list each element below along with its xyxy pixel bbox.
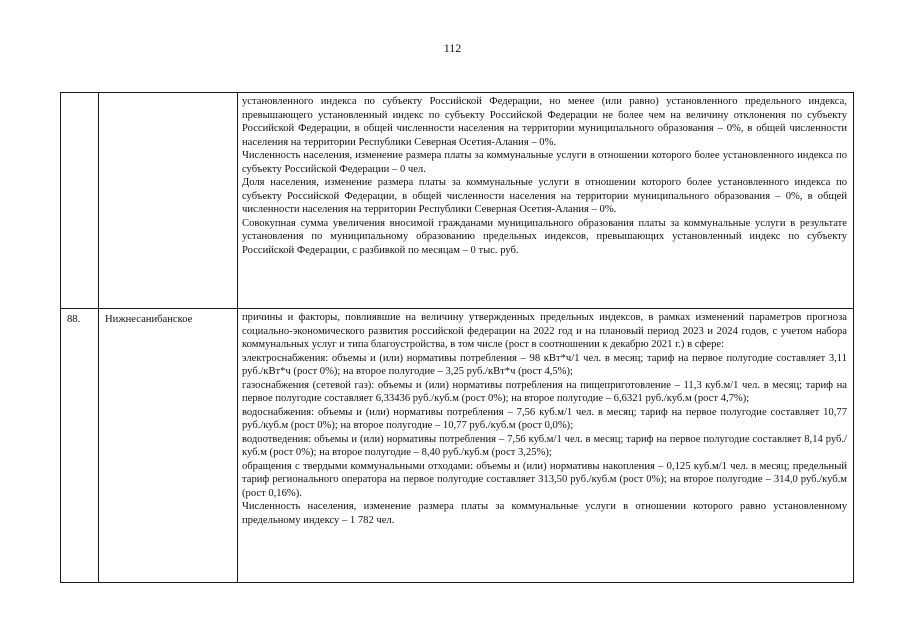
row-number-cell [61, 93, 99, 309]
paragraph: водоотведения: объемы и (или) нормативы потребления – 7,56 куб.м/1 чел. в месяц; тариф на первое полугодие составляет 8,14 руб./куб.м (рост 0%); на второе полугодие – 8,40 руб./куб.м (рост 3,25%); [242, 433, 847, 458]
municipality-name-cell: Нижнесанибанское [99, 309, 238, 583]
paragraph: Численность населения, изменение размера платы за коммунальные услуги в отношении которого равно установленному предельному индексу – 1 782 чел. [242, 501, 847, 526]
paragraph: Совокупная сумма увеличения вносимой гражданами муниципального образования платы за коммунальные услуги в результате установления по муниципальному образованию предельных индексов, превышающих установленный индекс по субъекту Российской Федерации, с разбивкой по месяцам – 0 тыс. руб. [242, 217, 847, 256]
paragraph: газоснабжения (сетевой газ): объемы и (или) нормативы потребления на пищеприготовление – 11,3 куб.м/1 чел. в месяц; тариф на первое полугодие составляет 6,33436 руб./куб.м (рост 0%); на второе полугодие – 6,6321 руб./куб.м (рост 4,7%); [242, 379, 847, 404]
paragraph: электроснабжения: объемы и (или) нормативы потребления – 98 кВт*ч/1 чел. в месяц; тариф на первое полугодие составляет 3,11 руб./кВт*ч (рост 0%); на второе полугодие – 3,25 руб./кВт*ч (рост 4,5%); [242, 352, 847, 377]
row-number-cell: 88. [61, 309, 99, 583]
table-row [61, 93, 854, 309]
description-cell [238, 309, 854, 583]
paragraph: обращения с твердыми коммунальными отходами: объемы и (или) нормативы накопления – 0,125 куб.м/1 чел. в месяц; предельный тариф регионального оператора на первое полугодие составляет 313,50 руб./куб.м (рост 0%); на второе полугодие – 314,0 руб./куб.м (рост 0,16%). [242, 460, 847, 499]
page-number: 112 [443, 41, 462, 55]
paragraph: водоснабжения: объемы и (или) нормативы потребления – 7,56 куб.м/1 чел. в месяц; тариф на первое полугодие составляет 10,77 руб./куб.м (рост 0%); на второе полугодие – 10,77 руб./куб.м (рост 0,0%); [242, 406, 847, 431]
paragraph: установленного индекса по субъекту Российской Федерации, но менее (или равно) установленного предельного индекса, превышающего установленный индекс по субъекту Российской Федерации не более чем на величину отклонения по субъекту Российской Федерации, в общей численности населения на территории муниципального образования – 0%, в общей численности населения на территории Республики Северная Осетия-Алания – 0%. [242, 96, 847, 148]
paragraph: Доля населения, изменение размера платы за коммунальные услуги в отношении которого более установленного индекса по субъекту Российской Федерации, в общей численности населения на территории муниципального образования – 0%, в общей численности населения на территории Республики Северная Осетия-Алания – 0%. [242, 177, 847, 215]
paragraph: причины и факторы, повлиявшие на величину утвержденных предельных индексов, в рамках изменений параметров прогноза социально-экономического развития российской федерации на 2022 год и на плановый период 2023 и 2024 годов, с учетом набора коммунальных услуг и типа благоустройства, в том числе (рост в соотношении к декабрю 2021 г.) в сфере: [242, 312, 847, 350]
table-row [61, 309, 854, 583]
municipal-index-table [60, 92, 854, 583]
description-cell [238, 93, 854, 309]
paragraph: Численность населения, изменение размера платы за коммунальные услуги в отношении которого более установленного индекса по субъекту Российской Федерации – 0 чел. [242, 150, 847, 175]
municipality-name-cell [99, 93, 238, 309]
